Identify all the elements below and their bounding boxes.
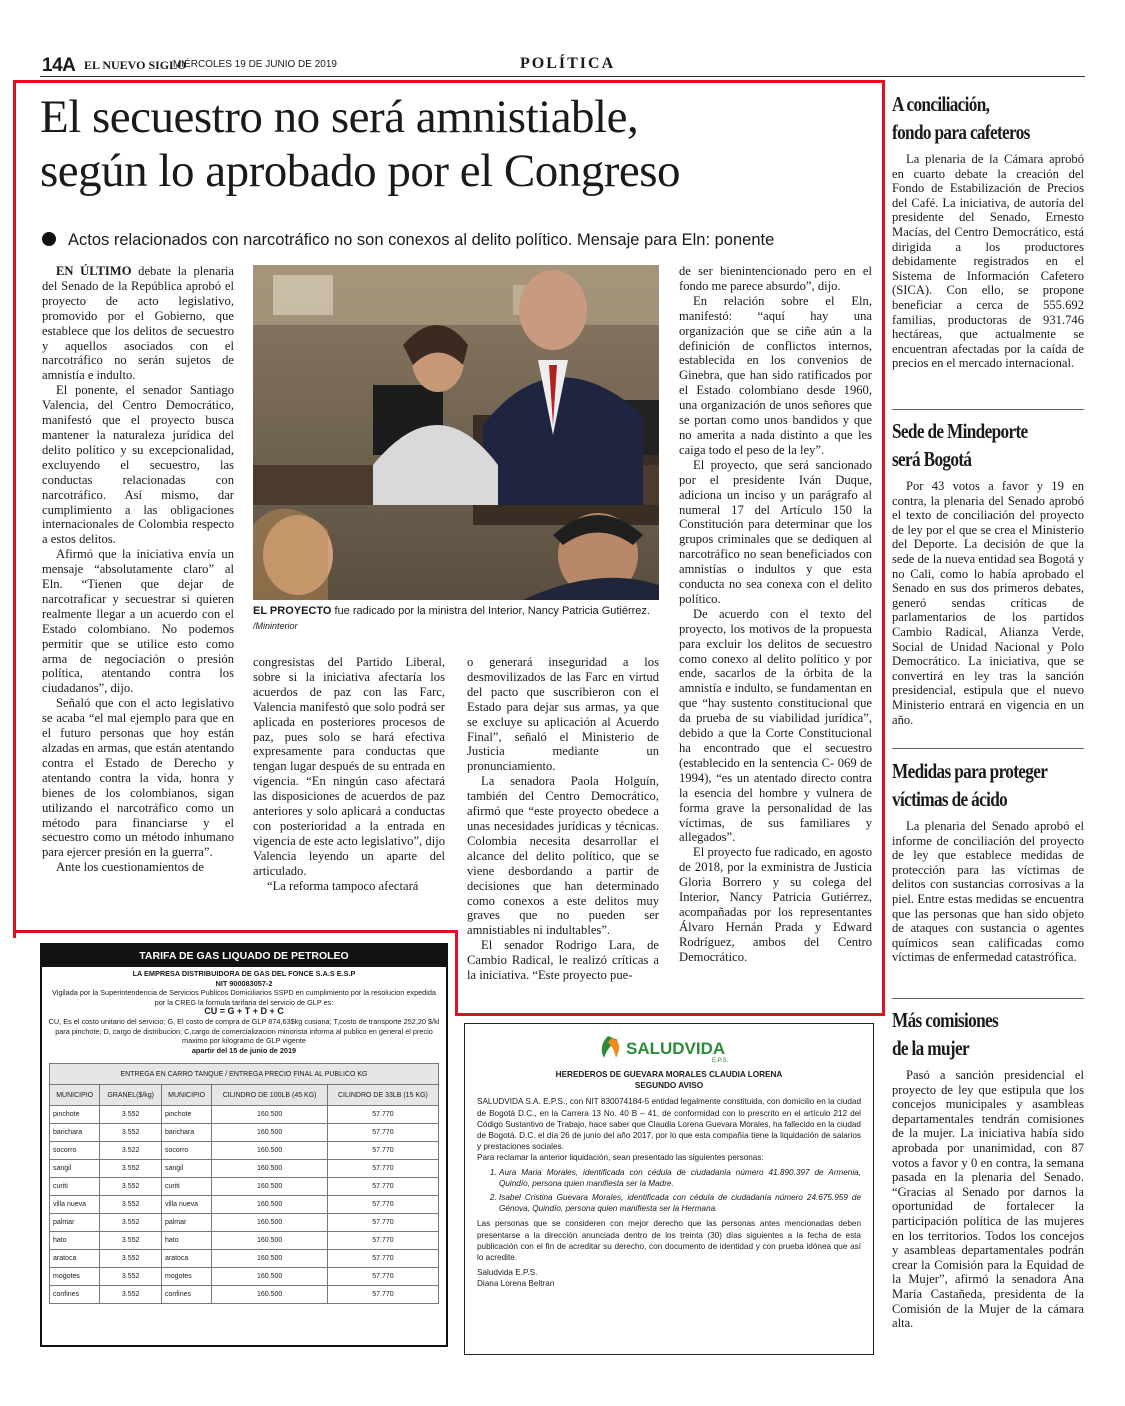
table-cell: sangil bbox=[161, 1160, 211, 1178]
paragraph: o generará inseguridad a los desmovilizados de las Farc en virtud del pacto que suscribieron con el Estado para dejar sus armas, ya que se excluye su aplicación al Acuerdo Final”, señaló el Ministerio de Justicia mediante un pronunciamiento. bbox=[467, 655, 659, 774]
table-row bbox=[50, 1142, 439, 1160]
table-header-cell: CILINDRO DE 33LB (15 KG) bbox=[327, 1085, 438, 1106]
sidebar-brief-coffee bbox=[892, 90, 1084, 371]
table-cell: mogotes bbox=[161, 1268, 211, 1286]
table-cell: sangil bbox=[50, 1160, 100, 1178]
table-cell: 57.770 bbox=[327, 1196, 438, 1214]
table-cell: 160.500 bbox=[212, 1106, 328, 1124]
article-column-4 bbox=[679, 264, 872, 965]
table-cell: 3.552 bbox=[100, 1160, 162, 1178]
notice-body: SALUDVIDA S.A. E.P.S., con NIT 830074184-5 entidad legalmente constituida, con domicilio en la ciudad de Bogotá D.C., en la Carrera 13 No. 40 B – 41, de conformidad con lo prescrito en el artículo 212 del Código Sustantivo de Trabajo, hace saber que Claudia Lorena Guevara Morales, ha fallecido en la ciudad de Bogotá. D.C. el día 26 de junio del año 2017, por lo que esta compañía tiene la liquidación de salarios y prestaciones sociales. bbox=[477, 1097, 861, 1152]
table-cell: 3.552 bbox=[100, 1250, 162, 1268]
table-cell: villa nueva bbox=[50, 1196, 100, 1214]
paragraph: El proyecto fue radicado, en agosto de 2018, por la exministra de Justicia Gloria Borrero y su colega del Interior, Nancy Patricia Gutiérrez, acompañadas por los representantes Álvaro Hernán Prada y Edward Rodríguez, ambos del Centro Democrático. bbox=[679, 845, 872, 964]
table-cell: 3.552 bbox=[100, 1124, 162, 1142]
table-cell: 160.500 bbox=[212, 1214, 328, 1232]
ad-title: TARIFA DE GAS LIQUADO DE PETROLEO bbox=[42, 945, 446, 967]
saludvida-logo-icon bbox=[594, 1032, 744, 1064]
table-cell: villa nueva bbox=[161, 1196, 211, 1214]
table-cell: 3.552 bbox=[100, 1286, 162, 1304]
claimant-list bbox=[477, 1167, 861, 1215]
table-cell: 57.770 bbox=[327, 1214, 438, 1232]
bullet-icon bbox=[42, 232, 56, 246]
table-cell: hato bbox=[161, 1232, 211, 1250]
paragraph: debate la plenaria del Senado de la República aprobó el proyecto de acto legislativo, promovido por el Gobierno, que establece que los delitos de secuestro y aquellos asociados con el narcotráfico no serán sujetos de amnistía e indulto. bbox=[42, 264, 234, 383]
ad-company: LA EMPRESA DISTRIBUIDORA DE GAS DEL FONCE S.A.S E.S.P bbox=[132, 969, 356, 978]
sidebar-divider bbox=[892, 998, 1084, 999]
page-number: 14A bbox=[42, 55, 76, 76]
brief-title-line-1: Más comisiones bbox=[892, 1008, 999, 1032]
table-cell: barichara bbox=[50, 1124, 100, 1142]
table-cell: 160.500 bbox=[212, 1196, 328, 1214]
header-rule bbox=[40, 76, 1085, 77]
article-column-2 bbox=[253, 655, 445, 894]
gas-price-table bbox=[49, 1063, 439, 1304]
brief-title-line-2: de la mujer bbox=[892, 1036, 969, 1060]
sidebar-divider bbox=[892, 409, 1084, 410]
ad-effective-date: apartir del 15 de junio de 2019 bbox=[191, 1045, 297, 1055]
paragraph: “La reforma tampoco afectará bbox=[267, 878, 419, 893]
paragraph: El senador Rodrigo Lara, de Cambio Radical, le realizó críticas a la iniciativa. “Este proyecto pue- bbox=[467, 938, 659, 983]
notice-body: Las personas que se consideren con mejor derecho que las personas antes mencionadas deben presentarse a la dirección anunciada dentro de los treinta (30) días siguientes a la fecha de esta publicación con el fin de acreditar su derecho, con documento de identidad y con prueba idónea que así lo acredite. bbox=[477, 1219, 861, 1263]
table-cell: palmar bbox=[50, 1214, 100, 1232]
table-cell: 160.500 bbox=[212, 1160, 328, 1178]
table-cell: 160.500 bbox=[212, 1268, 328, 1286]
photo-caption bbox=[253, 604, 659, 634]
brief-title-line-1: A conciliación, bbox=[892, 92, 990, 116]
table-cell: socorro bbox=[161, 1142, 211, 1160]
notice-body: Para reclamar la anterior liquidación, sean presentado las siguientes personas: bbox=[477, 1153, 764, 1163]
lead-in: EN ÚLTIMO bbox=[56, 264, 132, 278]
sidebar-brief-women bbox=[892, 1006, 1084, 1331]
table-cell: 3.552 bbox=[100, 1196, 162, 1214]
paragraph: En relación sobre el Eln, manifestó: “aquí hay una organización que se ciñe aún a la definición de conflictos internos, establecida en los convenios de Ginebra, que han sido ratificados por el Estado colombiano desde 1960, una organización de unos señores que se portan como unos bandidos y que no amerita a nada distinto a que les caiga todo el peso de la ley”. bbox=[679, 293, 872, 457]
table-cell: 57.770 bbox=[327, 1106, 438, 1124]
logo-subtext: E.P.S. bbox=[712, 1058, 729, 1064]
highlight-box-bottom-left bbox=[13, 930, 455, 933]
article-photo bbox=[253, 265, 659, 600]
sidebar-divider bbox=[892, 748, 1084, 749]
table-cell: hato bbox=[50, 1232, 100, 1250]
saludvida-notice bbox=[464, 1023, 874, 1355]
paragraph: El ponente, el senador Santiago Valencia, del Centro Democrático, manifestó que el proyecto busca mantener la naturaleza jurídica del delito político y su excepcionalidad, excluyendo el secuestro, las conductas relacionadas con narcotráfico. Así mismo, dar cumplimiento a las obligaciones internacionales de Colombia respecto a estos delitos. bbox=[42, 383, 234, 547]
paragraph: congresistas del Partido Liberal, sobre si la iniciativa afectaría los acuerdos de paz con las Farc, Valencia manifestó que solo podrá ser aplicada en posteriores procesos de paz, pues solo se hará efectiva expresamente para conductas que tengan lugar después de su entrada en vigencia. “En ningún caso afectará las disposiciones de acuerdos de paz anteriores y solo aplicará a conductas con posterioridad a la entrada en vigencia de este acto legislativo”, dijo Valencia leyendo un aparte del articulado. bbox=[253, 655, 445, 878]
table-row bbox=[50, 1214, 439, 1232]
notice-signature: Saludvida E.P.S. bbox=[477, 1268, 538, 1278]
ad-nit: NIT 900083057-2 bbox=[215, 978, 273, 988]
paragraph: Ante los cuestionamientos de bbox=[56, 860, 204, 875]
gas-tariff-ad bbox=[40, 943, 448, 1347]
notice-signature-name: Diana Lorena Beltran bbox=[477, 1279, 555, 1289]
table-cell: 57.770 bbox=[327, 1124, 438, 1142]
table-row bbox=[50, 1178, 439, 1196]
logo-text: SALUDVIDA bbox=[626, 1039, 726, 1058]
table-header-cell: MUNICIPIO bbox=[161, 1085, 211, 1106]
table-cell: 160.500 bbox=[212, 1142, 328, 1160]
table-cell: pinchote bbox=[50, 1106, 100, 1124]
section-name: POLÍTICA bbox=[520, 55, 616, 72]
article-subhead bbox=[42, 231, 882, 250]
sidebar-brief-mindeporte bbox=[892, 417, 1084, 727]
brief-text: Pasó a sanción presidencial el proyecto de ley que estipula que los concejos municipales y asambleas departamentales tendrán comisiones de la mujer. La iniciativa había sido aprobada por unanimidad, con 87 votos a favor y 0 en contra, la semana pasada en la plenaria del Senado. “Gracias al Senado por darnos la oportunidad de fortalecer la participación política de las mujeres en los territorios. Todos los concejos y asambleas departamentales podrán crear la Comisión para la Equidad de la Mujer”, afirmó la senadora Ana María Castañeda, presidenta de la Comisión de la Mujer de la cámara alta. bbox=[892, 1068, 1084, 1331]
table-cell: 3.552 bbox=[100, 1268, 162, 1286]
notice-title: HEREDEROS DE GUEVARA MORALES CLAUDIA LORENA bbox=[555, 1070, 783, 1079]
article-column-3 bbox=[467, 655, 659, 983]
ad-text: CU, Es el costo unitario del servicio; G, El costo de compra de GLP 874,63$kg cusiana; T,costo de transporte 252,20 $/kl para pinchote; D, cargo de distribucion; C,cargo de comercializacion minorista informa al publico en general el precio maximo por kilogramo de GLP vigente bbox=[48, 1016, 440, 1046]
table-cell: confines bbox=[161, 1286, 211, 1304]
table-cell: 160.500 bbox=[212, 1124, 328, 1142]
table-cell: 57.770 bbox=[327, 1232, 438, 1250]
brief-text: La plenaria de la Cámara aprobó en cuarto debate la creación del Fondo de Estabilización de Precios del Café. La iniciativa, de autoría del presidente del Senado, Ernesto Macías, del Centro Democrático, está dirigida a los productores debidamente registrados en el Sistema de Información Cafetero (SICA). Con ello, se propone beneficiar a cerca de 555.692 familias, productoras de 931.746 hectáreas, que actualmente se encuentran afectadas por la caída de precios en el mercado internacional. bbox=[892, 152, 1084, 371]
table-header-cell: CILINDRO DE 100LB (45 KG) bbox=[212, 1085, 328, 1106]
photo-senate-session bbox=[253, 265, 659, 600]
table-caption: ENTREGA EN CARRO TANQUE / ENTREGA PRECIO FINAL AL PUBLICO KG bbox=[50, 1064, 439, 1085]
caption-text: fue radicado por la ministra del Interior, Nancy Patricia Gutiérrez. bbox=[331, 605, 650, 617]
table-header-cell: GRANEL($/kg) bbox=[100, 1085, 162, 1106]
paragraph: Señaló que con el acto legislativo se acaba “el mal ejemplo para que en el futuro personas que hoy están alzadas en armas, que están atentando contra el Estado de Derecho y atentando contra la vida, honra y bienes de los colombianos, sigan utilizando el narcotráfico como un método para financiarse y el secuestro como un método inhumano para ejercer presión en la guerra”. bbox=[42, 696, 234, 860]
claimant-item: 1. Aura Maria Morales, identificada con cédula de ciudadanía número 41.890.397 de Armenia, Quindío, persona quien manifiesta ser la Madre. bbox=[499, 1167, 861, 1189]
table-cell: 3.552 bbox=[100, 1178, 162, 1196]
table-row bbox=[50, 1106, 439, 1124]
brief-text: La plenaria del Senado aprobó el informe de conciliación del proyecto de ley que establece medidas de protección para las víctimas de delitos con sustancias corrosivas a la piel. Entre estas medidas se encuentra que las personas que han sido objeto de ataques con sustancia o agentes químicos sean calificadas como víctimas de enfermedad catastrófica. bbox=[892, 819, 1084, 965]
table-row bbox=[50, 1196, 439, 1214]
table-cell: 160.500 bbox=[212, 1286, 328, 1304]
paragraph: de ser bienintencionado pero en el fondo me parece absurdo”, dijo. bbox=[679, 264, 872, 293]
table-cell: confines bbox=[50, 1286, 100, 1304]
table-cell: 3.552 bbox=[100, 1106, 162, 1124]
headline-line-2: según lo aprobado por el Congreso bbox=[40, 145, 681, 197]
table-cell: barichara bbox=[161, 1124, 211, 1142]
subhead-text: Actos relacionados con narcotráfico no son conexos al delito político. Mensaje para Eln: ponente bbox=[68, 231, 775, 249]
table-cell: 57.770 bbox=[327, 1178, 438, 1196]
saludvida-logo bbox=[465, 1032, 873, 1069]
table-cell: 160.500 bbox=[212, 1250, 328, 1268]
table-row bbox=[50, 1250, 439, 1268]
table-cell: aratoca bbox=[50, 1250, 100, 1268]
sidebar-brief-acid bbox=[892, 757, 1084, 965]
table-cell: 57.770 bbox=[327, 1268, 438, 1286]
brief-title-line-2: fondo para cafeteros bbox=[892, 120, 1030, 144]
table-cell: 57.770 bbox=[327, 1250, 438, 1268]
ad-text: Vigilada por la Superintendencia de Servicios Publicos Domiciliarios SSPD en cumplimiento por la resolucion expedida por la CREG la formula tarifaria del servicio de GLP es: bbox=[52, 988, 436, 1007]
paragraph: De acuerdo con el texto del proyecto, los motivos de la propuesta para excluir los delitos de secuestro como conexo al delito político y por ende, sacarlos de la órbita de la amnistía e indulto, se fundamentan en que “hay sustento constitucional que da prueba de su viabilidad jurídica”, debido a que la Corte Constitucional ha encontrado que el secuestro (establecido en la sentencia C- 069 de 1994), “es un atentado directo contra la esencia del hombre y vulnera de forma grave la personalidad de las víctimas, de sus familiares y allegados”. bbox=[679, 606, 872, 845]
table-header-cell: MUNICIPIO bbox=[50, 1085, 100, 1106]
table-cell: curiti bbox=[161, 1178, 211, 1196]
table-cell: 160.500 bbox=[212, 1232, 328, 1250]
table-cell: 57.770 bbox=[327, 1142, 438, 1160]
table-cell: socorro bbox=[50, 1142, 100, 1160]
caption-lead: EL PROYECTO bbox=[253, 605, 332, 617]
brief-title-line-1: Medidas para proteger bbox=[892, 759, 1048, 783]
paragraph: El proyecto, que será sancionado por el presidente Iván Duque, adiciona un inciso y un parágrafo al numeral 17 del Artículo 150 la Constitución para determinar que los grupos criminales que se dediquen al narcotráfico no sean beneficiados con amnistías o indultos y que esta conducta no sea conexa con el delito político. bbox=[679, 457, 872, 606]
table-row bbox=[50, 1124, 439, 1142]
table-cell: pinchote bbox=[161, 1106, 211, 1124]
ad-formula: CU = G + T + D + C bbox=[204, 1006, 284, 1017]
newspaper-name: EL NUEVO SIGLO bbox=[84, 58, 187, 72]
brief-text: Por 43 votos a favor y 19 en contra, la plenaria del Senado aprobó el texto de conciliación del proyecto de ley por el que se crea el Ministerio del Deporte. La decisión de que la sede de la nueva entidad sea Bogotá y no Cali, como lo había aprobado el Senado en sus dos primeros debates, generó sendas críticas de parlamentarios de los partidos Cambio Radical, Alianza Verde, Social de Unidad Nacional y Polo Democrático. La iniciativa, que se convertirá en ley tras la sanción presidencial, estipula que el nuevo Ministerio entrará en vigencia en un año. bbox=[892, 479, 1084, 727]
claimant-item: 2. Isabel Cristina Guevara Morales, identificada con cédula de ciudadanía número 24.675.959 de Génova, Quindío, persona quien manifiesta ser la Hermana. bbox=[499, 1192, 861, 1214]
table-cell: mogotes bbox=[50, 1268, 100, 1286]
brief-title-line-2: víctimas de ácido bbox=[892, 787, 1008, 811]
paragraph: La senadora Paola Holguín, también del Centro Democrático, afirmó que “este proyecto obedece a unas necesidades jurídicas y técnicas. Colombia necesita desarrollar el alcance del delito político, que se viene desbordando a partir de decisiones que han determinado como conexos a este delitos muy graves que no pueden ser amnistiables ni indultables”. bbox=[467, 774, 659, 938]
headline-line-1: El secuestro no será amnistiable, bbox=[40, 91, 639, 143]
issue-date: MIÉRCOLES 19 DE JUNIO DE 2019 bbox=[173, 59, 337, 70]
table-cell: 160.500 bbox=[212, 1178, 328, 1196]
table-cell: curiti bbox=[50, 1178, 100, 1196]
table-cell: 3.552 bbox=[100, 1214, 162, 1232]
table-cell: 57.770 bbox=[327, 1160, 438, 1178]
brief-title-line-1: Sede de Mindeporte bbox=[892, 419, 1028, 443]
table-row bbox=[50, 1268, 439, 1286]
table-row bbox=[50, 1160, 439, 1178]
table-cell: aratoca bbox=[161, 1250, 211, 1268]
article-column-1 bbox=[42, 264, 234, 875]
table-row bbox=[50, 1286, 439, 1304]
brief-title-line-2: será Bogotá bbox=[892, 447, 972, 471]
article-headline bbox=[40, 90, 870, 198]
table-cell: 3.552 bbox=[100, 1232, 162, 1250]
paragraph: Afirmó que la iniciativa envía un mensaje “absolutamente claro” al Eln. “Tienen que dejar de narcotraficar y secuestrar si quieren realmente llegar a un acuerdo con el Estado colombiano. No podemos permitir que se utilice esto como arma de negociación o presión política, atentando contra los ciudadanos”, dijo. bbox=[42, 547, 234, 696]
table-row bbox=[50, 1232, 439, 1250]
table-cell: 57.770 bbox=[327, 1286, 438, 1304]
table-cell: 3.522 bbox=[100, 1142, 162, 1160]
table-cell: palmar bbox=[161, 1214, 211, 1232]
notice-subtitle: SEGUNDO AVISO bbox=[634, 1081, 704, 1091]
photo-credit: /Mininterior bbox=[253, 621, 298, 631]
